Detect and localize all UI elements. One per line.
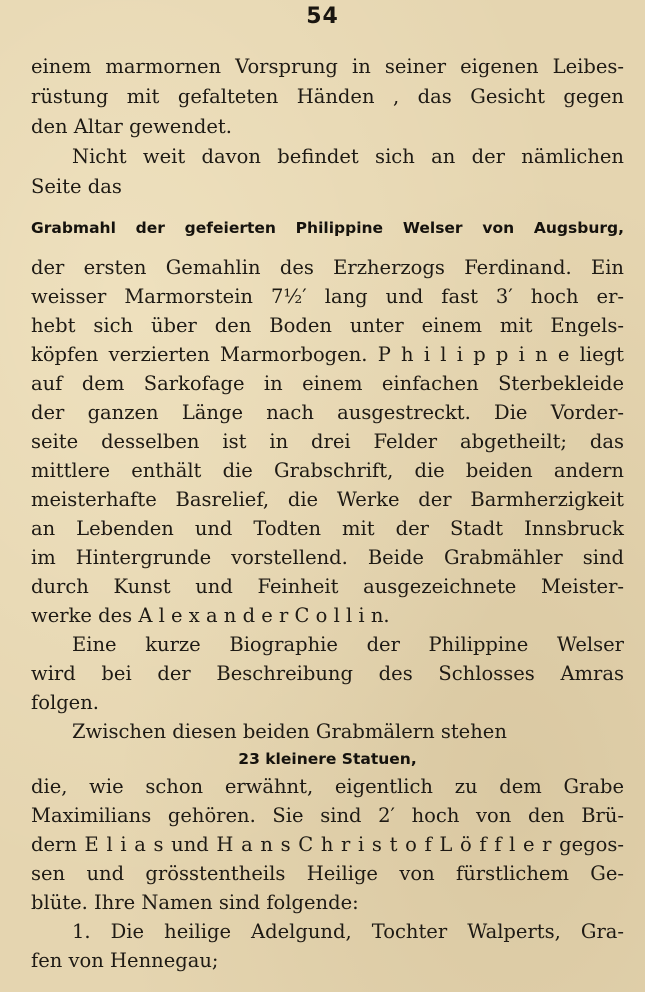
text-line: Maximilians gehören. Sie sind 2′ hoch von den Brü- <box>31 804 624 827</box>
text-line: fen von Hennegau; <box>31 949 219 972</box>
text-line: Seite das <box>31 175 122 198</box>
text-line: wird bei der Beschreibung des Schlosses Amras <box>31 662 624 685</box>
page-number: 54 <box>306 4 339 29</box>
text-line: den Altar gewendet. <box>31 115 232 138</box>
text-line: Nicht weit davon befindet sich an der nämlichen <box>72 145 624 168</box>
text-line: Eine kurze Biographie der Philippine Welser <box>72 633 624 656</box>
section-heading: Grabmahl der gefeierten Philippine Welser von Augsburg, <box>31 219 624 237</box>
text-line: folgen. <box>31 691 99 714</box>
text-line: 1. Die heilige Adelgund, Tochter Walperts, Gra- <box>72 920 624 943</box>
text-line: hebt sich über den Boden unter einem mit Engels- <box>31 314 624 337</box>
text-line: an Lebenden und Todten mit der Stadt Innsbruck <box>31 517 624 540</box>
text-line: seite desselben ist in drei Felder abgetheilt; das <box>31 430 624 453</box>
text-line: meisterhafte Basrelief, die Werke der Barmherzigkeit <box>31 488 624 511</box>
text-line: der ganzen Länge nach ausgestreckt. Die Vorder- <box>31 401 624 424</box>
text-line: sen und grösstentheils Heilige von fürstlichem Ge- <box>31 862 624 885</box>
text-line: mittlere enthält die Grabschrift, die beiden andern <box>31 459 624 482</box>
text-line: einem marmornen Vorsprung in seiner eigenen Leibes- <box>31 55 624 78</box>
text-line: durch Kunst und Feinheit ausgezeichnete Meister- <box>31 575 624 598</box>
text-line: die, wie schon erwähnt, eigentlich zu dem Grabe <box>31 775 624 798</box>
section-heading: 23 kleinere Statuen, <box>238 750 417 768</box>
text-line: rüstung mit gefalteten Händen , das Gesicht gegen <box>31 85 624 108</box>
text-line: im Hintergrunde vorstellend. Beide Grabmähler sind <box>31 546 624 569</box>
text-line: auf dem Sarkofage in einem einfachen Sterbekleide <box>31 372 624 395</box>
text-line: dern E l i a s und H a n s C h r i s t o f L ö f f l e r gegos- <box>31 833 624 856</box>
text-line: der ersten Gemahlin des Erzherzogs Ferdinand. Ein <box>31 256 624 279</box>
text-line: weisser Marmorstein 7½′ lang und fast 3′ hoch er- <box>31 285 624 308</box>
text-line: blüte. Ihre Namen sind folgende: <box>31 891 359 914</box>
text-line: köpfen verzierten Marmorbogen. P h i l i p p i n e liegt <box>31 343 624 366</box>
text-line: Zwischen diesen beiden Grabmälern stehen <box>72 720 507 743</box>
text-line: werke des A l e x a n d e r C o l l i n. <box>31 604 390 627</box>
